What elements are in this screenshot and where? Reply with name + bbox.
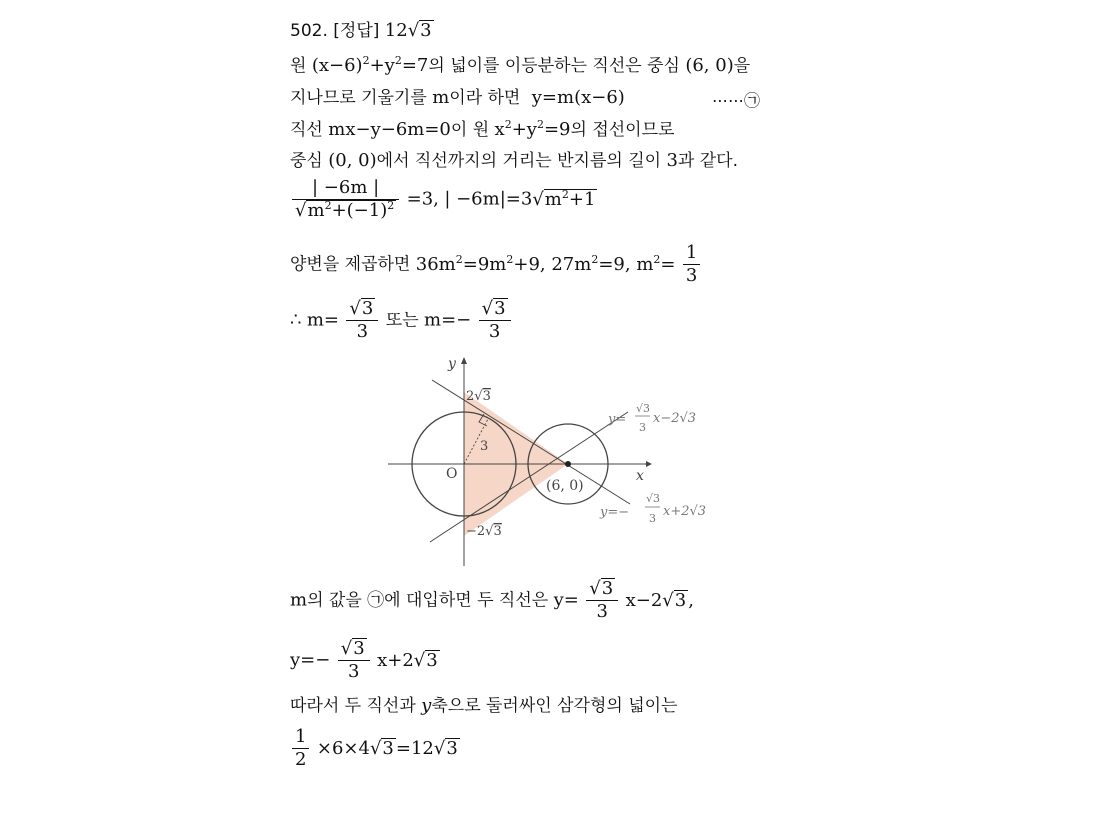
lower-line-eq-x: x+2√3	[663, 504, 707, 519]
problem-number: 502.	[290, 21, 328, 41]
answer-label: [정답]	[333, 21, 380, 41]
slope-result: ∴ m= $\frac{√3}{3}$ 또는 m=− $\frac{√3}{3}$	[290, 298, 513, 343]
y-axis-label: y	[448, 356, 456, 372]
upper-line-eq-num: √3	[636, 402, 651, 415]
bottom-intercept-label: −2√3	[466, 524, 502, 539]
distance-equation: $\frac{| -6m |}{√m^2+(-1)^2}$ =3, | $-6m|=3√m^2+1$	[290, 177, 597, 222]
area-result: $\frac{1}{2}$ ×6×4√3 =12√3	[290, 726, 460, 771]
problem-header	[290, 20, 434, 42]
solution-line-4: 중심 (0, 0)에서 직선까지의 거리는 반지름의 길이 3과 같다.	[290, 150, 738, 171]
lower-line-eq-den: 3	[649, 512, 656, 525]
center-label: (6, 0)	[546, 478, 584, 494]
solution-line-2: 지나므로 기울기를 m이라 하면 y=m(x−6)	[290, 87, 625, 108]
second-line-equation: y=− $\frac{√3}{3}$ x+2√3	[290, 638, 438, 682]
equation-marker: ⋯⋯㉠	[712, 91, 761, 110]
tangent-line-upper	[430, 412, 628, 542]
top-intercept-label: 2√3	[466, 389, 491, 404]
upper-line-eq-y: y=	[608, 412, 627, 427]
x-axis-arrow	[646, 461, 652, 467]
tangent-figure	[380, 352, 740, 570]
y-axis-arrow	[461, 357, 467, 364]
lower-line-eq-num: √3	[646, 492, 661, 505]
radius-label: 3	[480, 439, 489, 454]
origin-label: O	[446, 466, 458, 482]
answer-value: 12√3	[384, 20, 432, 41]
x-axis-label: x	[636, 468, 644, 484]
upper-line-eq-x: x−2√3	[653, 411, 697, 426]
substitution-line: m의 값을 ㉠에 대입하면 두 직선은 y= $\frac{√3}{3}$ x−2√3 ,	[290, 578, 694, 622]
area-statement: 따라서 두 직선과 y축으로 둘러싸인 삼각형의 넓이는	[290, 695, 678, 716]
square-equation: 양변을 제곱하면 $36m^2=9m^2+9$, $27m^2=9$, $m^2=$ $\frac{1}{3}$	[290, 242, 702, 287]
upper-line-eq-den: 3	[639, 421, 646, 434]
solution-line-1: 원 $(x-6)^2+y^2=7$의 넓이를 이등분하는 직선은 중심 (6, 0)을	[290, 54, 751, 76]
center-point	[565, 461, 571, 467]
solution-line-3: 직선 mx−y−6m=0이 원 $x^2+y^2=9$의 접선이므로	[290, 118, 675, 140]
lower-line-eq-y: y=−	[600, 505, 630, 520]
